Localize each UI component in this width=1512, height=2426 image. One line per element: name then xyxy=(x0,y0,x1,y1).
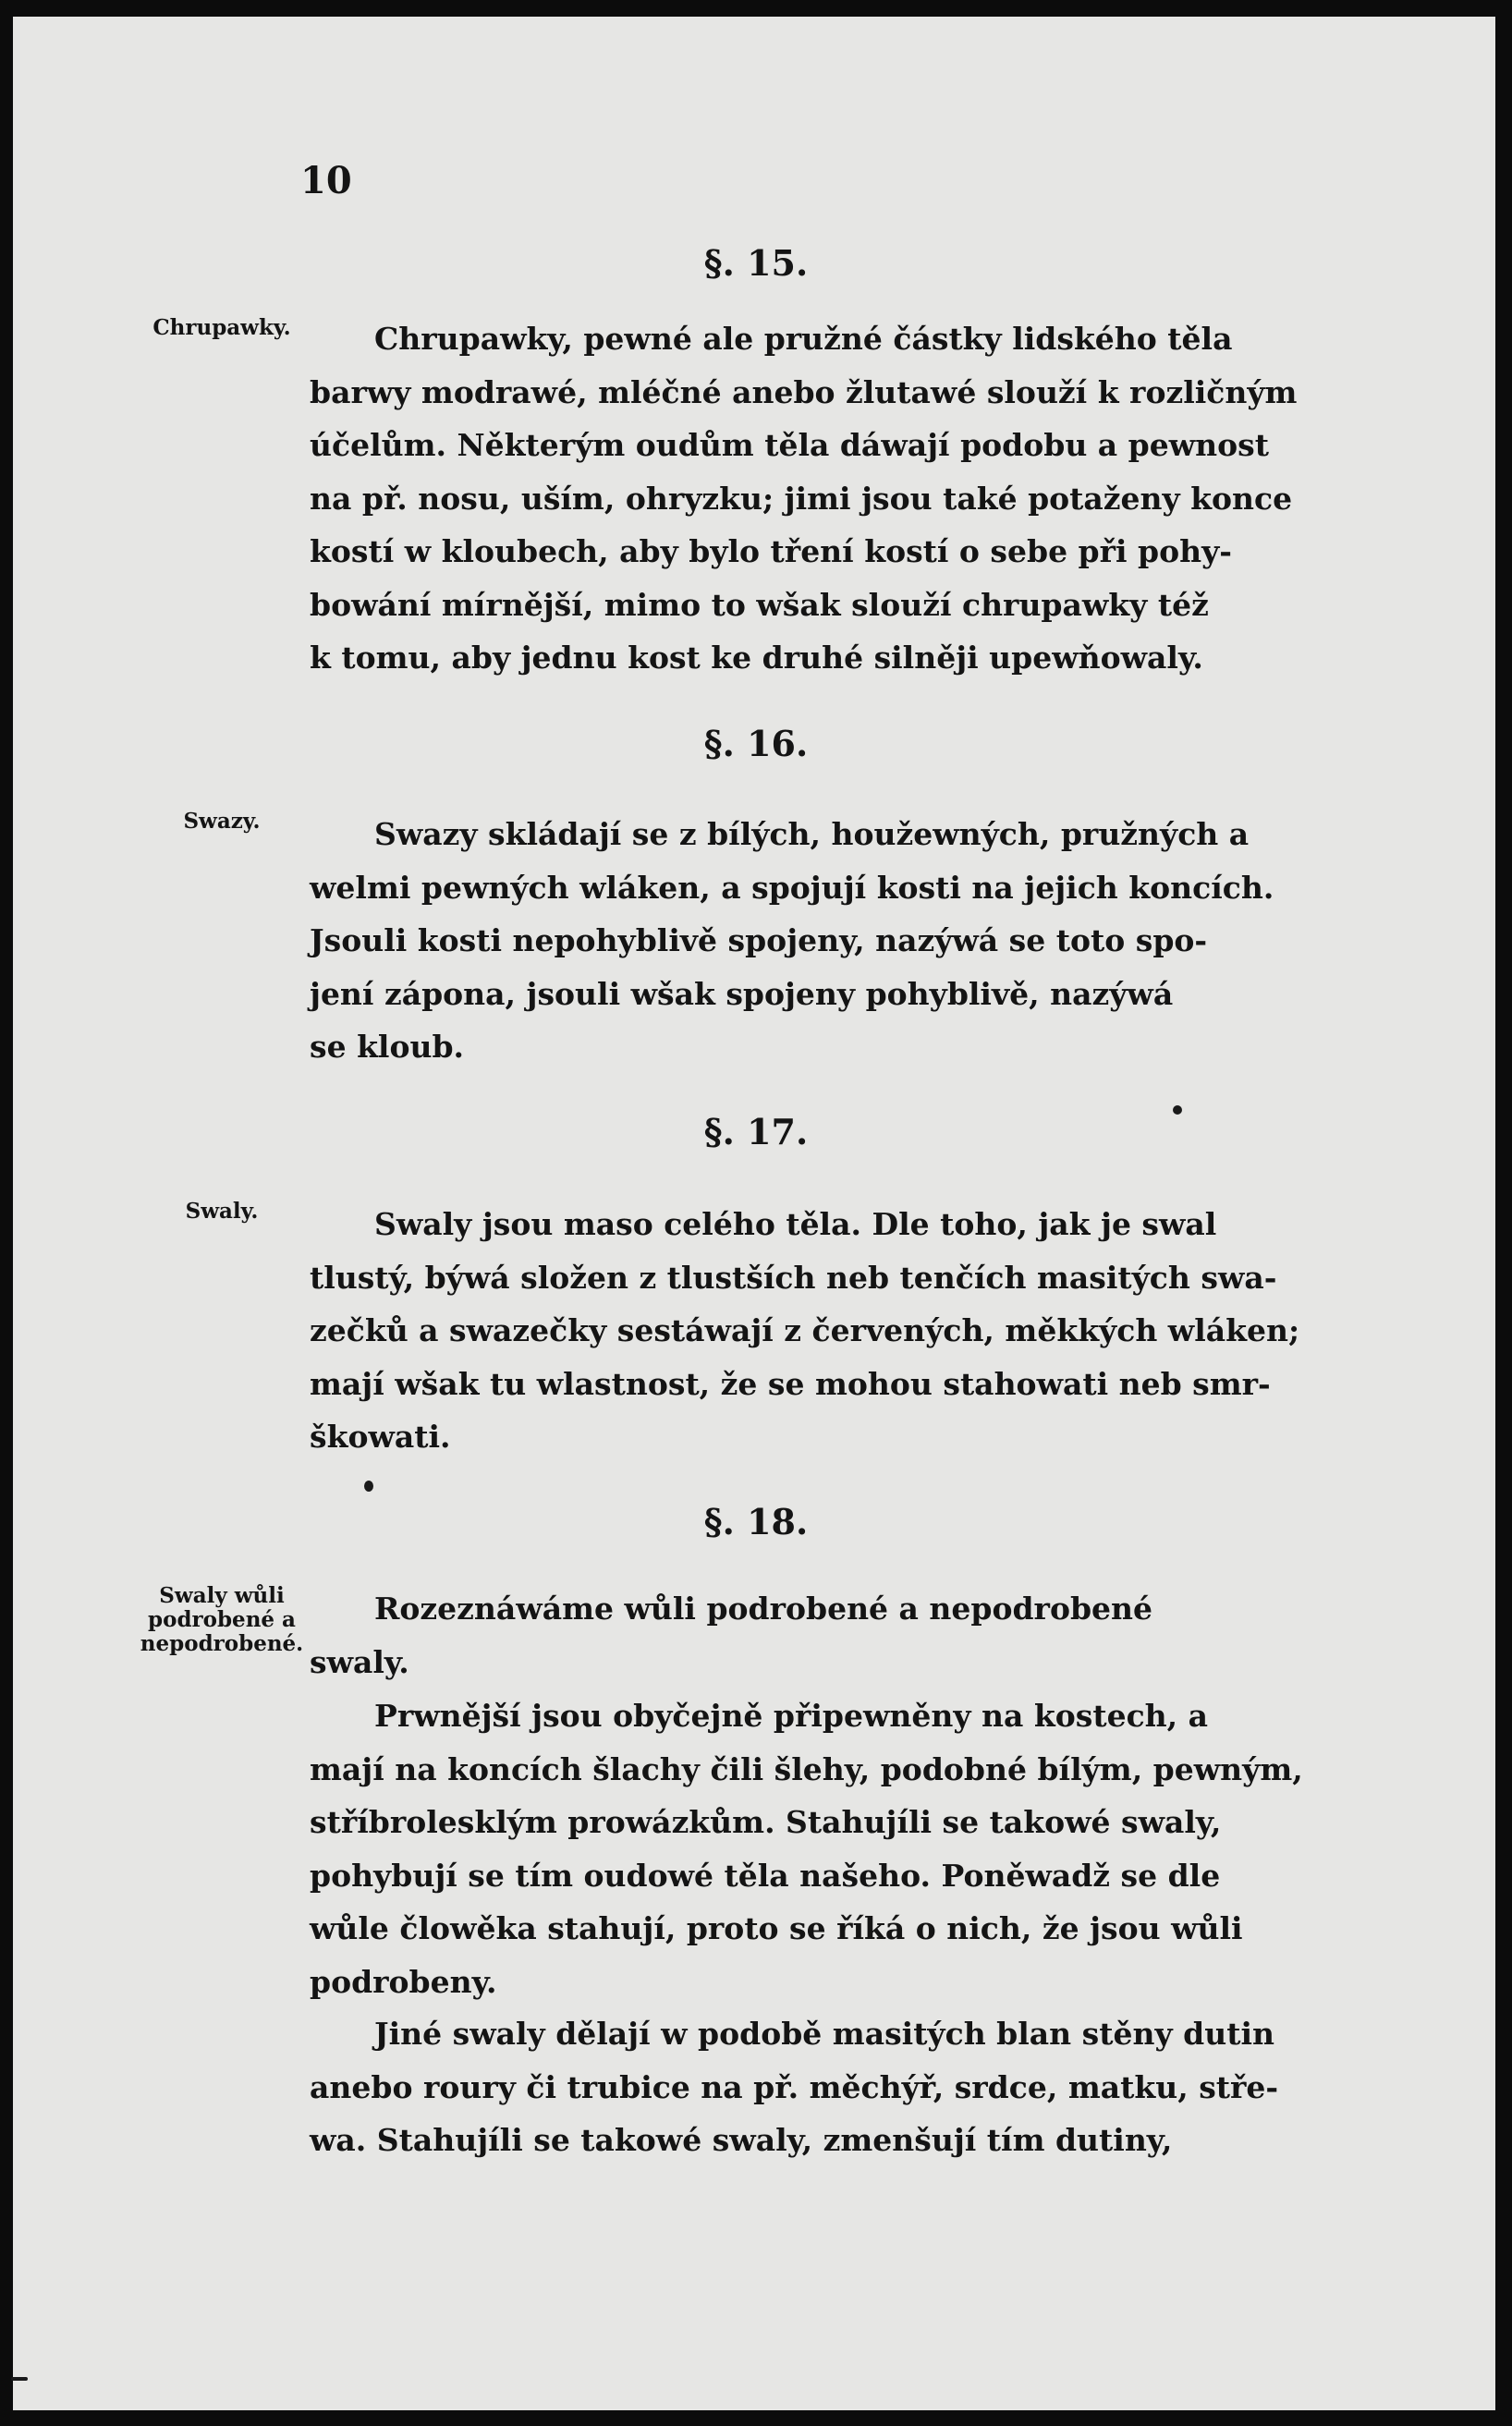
margin-note-chrupawky: Chrupawky. xyxy=(152,315,291,340)
text-line: pohybují se tím oudowé těla našeho. Poněwadž se dle xyxy=(310,1857,1221,1894)
text-line: stříbrolesklým prowázkům. Stahujíli se takowé swaly, xyxy=(310,1804,1222,1840)
text-line: tlustý, býwá složen z tlustších neb tenčích masitých swa- xyxy=(310,1259,1277,1296)
text-line: jení zápona, jsouli wšak spojeny pohyblivě, nazýwá xyxy=(310,975,1174,1012)
page-number: 10 xyxy=(300,159,352,202)
margin-note-swazy: Swazy. xyxy=(183,809,261,834)
text-line: Jsouli kosti nepohyblivě spojeny, nazýwá se toto spo- xyxy=(310,922,1208,958)
text-line: škowati. xyxy=(310,1419,451,1455)
text-line: Swaly jsou maso celého těla. Dle toho, jak je swal xyxy=(374,1206,1217,1242)
text-line: zečků a swazečky sestáwají z červených, měkkých wláken; xyxy=(310,1312,1300,1348)
paragraph-18-jine xyxy=(310,2007,1391,2167)
paragraph-15 xyxy=(310,312,1391,685)
text-line: swaly. xyxy=(310,1643,409,1680)
text-line: kostí w kloubech, aby bylo tření kostí o sebe při pohy- xyxy=(310,533,1232,569)
scan-mark xyxy=(11,2377,28,2381)
text-line: mají na koncích šlachy čili šlehy, podobné bílým, pewným, xyxy=(310,1750,1303,1787)
paragraph-18-intro xyxy=(310,1582,1391,1688)
paragraph-17 xyxy=(310,1198,1391,1464)
paragraph-16 xyxy=(310,808,1391,1074)
text-line: wůle člowěka stahují, proto se říká o nich, že jsou wůli xyxy=(310,1910,1243,1946)
text-line: bowání mírnější, mimo to wšak slouží chrupawky též xyxy=(310,586,1209,623)
text-line: barwy modrawé, mléčné anebo žlutawé slouží k rozličným xyxy=(310,373,1298,410)
text-line: Swazy skládají se z bílých, houžewných, pružných a xyxy=(374,816,1250,852)
text-line: k tomu, aby jednu kost ke druhé silněji upewňowaly. xyxy=(310,640,1203,676)
text-line: Prwnější jsou obyčejně připewněny na kostech, a xyxy=(374,1698,1209,1734)
text-line: Chrupawky, pewné ale pružné částky lidského těla xyxy=(374,321,1233,357)
margin-note-swaly: Swaly. xyxy=(185,1199,259,1224)
text-line: Jiné swaly dělají w podobě masitých blan stěny dutin xyxy=(374,2016,1274,2052)
text-line: welmi pewných wláken, a spojují kosti na jejich koncích. xyxy=(310,869,1274,906)
section-heading-17: §. 17. xyxy=(703,1111,809,1152)
text-line: se kloub. xyxy=(310,1029,465,1065)
text-line: wa. Stahujíli se takowé swaly, zmenšují tím dutiny, xyxy=(310,2122,1173,2158)
text-line: anebo roury či trubice na př. měchýř, srdce, matku, stře- xyxy=(310,2068,1279,2105)
section-heading-16: §. 16. xyxy=(703,723,809,764)
paragraph-18-prwnejsi xyxy=(310,1689,1391,2008)
text-line: Rozeznáwáme wůli podrobené a nepodrobené xyxy=(374,1591,1153,1627)
section-heading-15: §. 15. xyxy=(703,242,809,284)
text-line: mají wšak tu wlastnost, že se mohou stahowati neb smr- xyxy=(310,1365,1271,1402)
text-line: na př. nosu, uším, ohryzku; jimi jsou také potaženy konce xyxy=(310,480,1293,517)
text-line: účelům. Některým oudům těla dáwají podobu a pewnost xyxy=(310,427,1269,463)
text-line: podrobeny. xyxy=(310,1963,497,2000)
ink-speck xyxy=(1173,1105,1182,1115)
margin-note-swaly-wuli: Swaly wůli podrobené a nepodrobené. xyxy=(140,1583,304,1656)
section-heading-18: §. 18. xyxy=(703,1501,809,1542)
ink-speck xyxy=(364,1481,373,1492)
